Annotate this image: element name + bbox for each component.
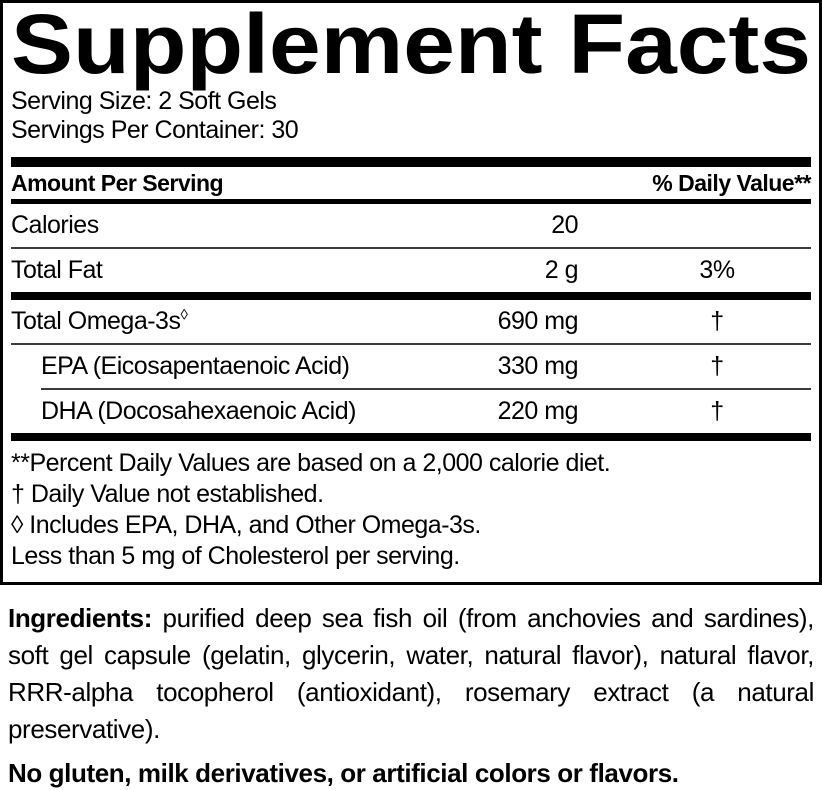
nutrient-amount: 220 mg xyxy=(497,397,578,425)
footnote-cholesterol: Less than 5 mg of Cholesterol per serving. xyxy=(11,542,460,570)
nutrient-amount: 2 g xyxy=(544,256,578,284)
amount-per-serving-header: Amount Per Serving xyxy=(11,169,224,196)
nutrient-name: DHA (Docosahexaenoic Acid) xyxy=(41,397,356,425)
footnote-daily-values: **Percent Daily Values are based on a 2,000 calorie diet. xyxy=(11,449,611,477)
lozenge-symbol: ◊ xyxy=(180,306,188,324)
servings-per-container: Servings Per Container: 30 xyxy=(11,116,299,144)
thick-rule-bottom xyxy=(11,433,811,441)
ingredients-label: Ingredients: xyxy=(8,603,152,633)
footnote-dagger: † Daily Value not established. xyxy=(11,480,324,508)
nutrient-name: Calories xyxy=(11,211,99,239)
footnote-lozenge: ◊ Includes EPA, DHA, and Other Omega-3s. xyxy=(11,511,481,539)
nutrient-dv: 3% xyxy=(699,256,735,284)
row-epa xyxy=(11,345,811,388)
nutrient-dv: † xyxy=(710,307,724,335)
nutrient-name xyxy=(11,307,458,336)
daily-value-header: % Daily Value** xyxy=(652,169,811,196)
panel-title: Supplement Facts xyxy=(11,0,811,91)
nutrient-dv: † xyxy=(710,352,724,380)
thick-rule-top xyxy=(11,157,811,167)
panel-title-wrap xyxy=(3,0,819,91)
nutrient-amount: 330 mg xyxy=(497,352,578,380)
ingredients-text: purified deep sea fish oil (from anchovies and sardines), soft gel capsule (gelatin, glycerin, water, natural flavor), natural flavor, RRR-alpha tocopherol (antioxidant), rosemary extract (a natural preservative). xyxy=(8,603,814,744)
nutrient-name: Total Fat xyxy=(11,256,103,284)
ingredients-paragraph xyxy=(8,600,814,748)
nutrient-amount: 690 mg xyxy=(497,307,578,335)
row-total-omega3 xyxy=(11,300,811,343)
panel-title-svg xyxy=(11,0,817,91)
footnotes-block xyxy=(3,441,819,582)
allergen-statement: No gluten, milk derivatives, or artificial colors or flavors. xyxy=(8,758,679,788)
row-calories xyxy=(11,204,811,247)
row-total-fat xyxy=(11,249,811,292)
nutrient-name-text: Total Omega-3s xyxy=(11,307,181,335)
serving-size: Serving Size: 2 Soft Gels xyxy=(11,87,277,115)
nutrient-amount: 20 xyxy=(551,211,578,239)
column-header-row xyxy=(11,167,811,204)
serving-info xyxy=(3,83,819,145)
nutrient-dv: † xyxy=(710,397,724,425)
nutrient-name: EPA (Eicosapentaenoic Acid) xyxy=(41,352,350,380)
row-dha xyxy=(11,390,811,433)
thick-rule-mid xyxy=(11,292,811,300)
